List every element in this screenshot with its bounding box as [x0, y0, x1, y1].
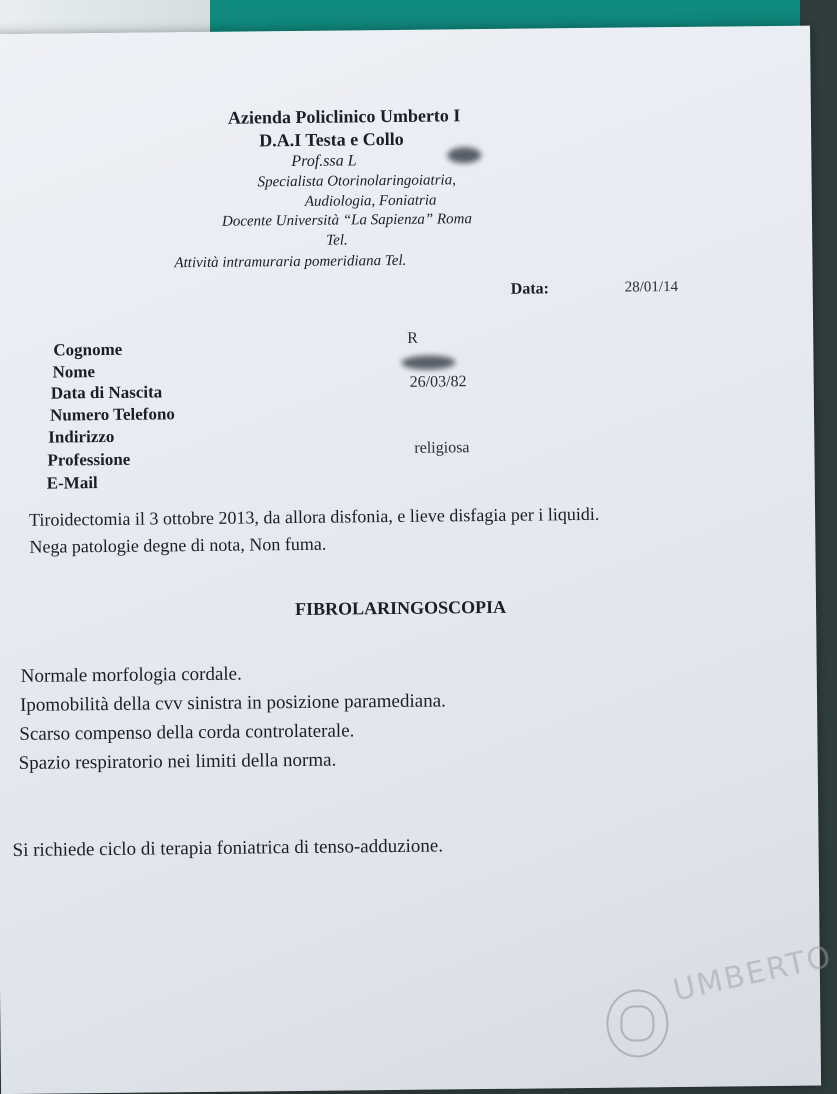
history-line-2: Nega patologie degne di nota, Non fuma. — [29, 533, 327, 557]
cognome-value: R — [407, 329, 418, 347]
stamp-text: UMBERTO — [670, 939, 836, 1009]
date-value: 28/01/14 — [624, 278, 679, 296]
professione-value: religiosa — [414, 439, 470, 457]
finding-3: Scarso compenso della corda controlaterale. — [19, 720, 355, 745]
hospital-name: Azienda Policlinico Umberto I — [227, 105, 461, 128]
specialty-line: Specialista Otorinolaringoiatria, — [257, 172, 457, 191]
email-label: E-Mail — [46, 473, 98, 493]
afternoon-practice-line: Attività intramuraria pomeridiana Tel. — [174, 252, 407, 272]
indirizzo-label: Indirizzo — [48, 426, 115, 447]
telefono-label: Numero Telefono — [49, 404, 175, 425]
finding-1: Normale morfologia cordale. — [20, 663, 242, 687]
data-nascita-label: Data di Nascita — [50, 382, 163, 403]
finding-4: Spazio respiratorio nei limiti della norma. — [18, 749, 337, 774]
redaction-blur — [447, 147, 481, 163]
cognome-label: Cognome — [53, 339, 123, 360]
phone-line: Tel. — [326, 232, 348, 249]
university-line: Docente Università “La Sapienza” Roma — [221, 211, 473, 230]
doctor-name: Prof.ssa L — [291, 152, 357, 171]
therapy-request: Si richiede ciclo di terapia foniatrica di tenso-adduzione. — [12, 835, 444, 861]
history-line-1: Tiroidectomia il 3 ottobre 2013, da allora disfonia, e lieve disfagia per i liquidi. — [29, 503, 600, 530]
redaction-blur — [401, 355, 455, 370]
finding-2: Ipomobilità della cvv sinistra in posizione paramediana. — [19, 690, 446, 716]
department-name: D.A.I Testa e Collo — [259, 128, 404, 151]
professione-label: Professione — [47, 449, 131, 470]
exam-title: FIBROLARINGOSCOPIA — [294, 596, 507, 620]
stamp-seal — [606, 989, 669, 1058]
nome-label: Nome — [52, 362, 96, 382]
data-nascita-value: 26/03/82 — [409, 373, 467, 391]
document-page — [0, 26, 836, 1094]
specialty-line-2: Audiologia, Foniatria — [304, 192, 437, 210]
date-label: Data: — [510, 280, 550, 298]
